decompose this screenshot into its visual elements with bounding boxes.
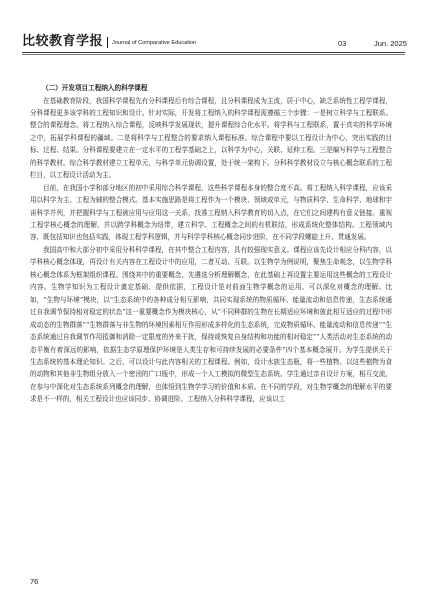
journal-title-en: Journal of Comparative Education xyxy=(112,40,197,46)
header-rule-thin xyxy=(22,54,405,55)
header-rule xyxy=(22,52,405,53)
header-divider xyxy=(107,37,108,48)
journal-title-cn: 比较教育学报 xyxy=(22,34,104,49)
paragraph: 我国高中和大部分初中采用分科科学课程，在其中整合工程内容，具有较强现实意义。课程应该先设计相应分科内容，以学科核心概念体现，再设计有关内容在工程设计中的应用，二者互动、互联。以生物学为例说明，聚焦生命观念，以生物学科核心概念体系为框架组织课程。围绕其中的重要概念，先遴选分析理解概念，在此基础上再设置主要运用这些概念的工程设计内容。生物学知识为工程设计奠定基础、提供依据，工程设计是对前面生物学概念的运用、可以深化对概念的理解。比如，“生物与环境”模块，以“生态系统中的各种成分相互影响，共同实现系统的物质循环、能量流动和信息传递，生态系统通过自我调节保持相对稳定的状态”这一重要概念作为模块核心，从“不同种群的生物在长期适应环境和彼此相互适应的过程中形成动态的生物群落”“生物群落与非生物的环境因素相互作用形成多样化的生态系统，完成物质循环、能量流动和信息传递”“生态系统通过自我调节作用抵御和消除一定限度的外来干扰，保持或恢复自身结构和功能的相对稳定”“人类活动对生态系统的动态平衡有着深远的影响，依据生态学原理保护环境是人类生存和可持续发展的必要条件”四个基本概念展开。为学生提供关于生态系统的基本理论知识。之后，可以设计与此内容相关的工程课程。例如，设计水族生态瓶，将一些植物、以这些植物为食的动物和其他非生物组分放入一个密闭的广口瓶中，形成一个人工模拟的微型生态系统。学生通过亲自设计方案，相互交流，在参与中深化对生态系统系列概念的理解，也体悟到生物学学习的价值和本质。在不同的学段，对生物学概念的理解水平的要求是不一样的，相关工程设计也应该同步、协调进阶。工程纳入分科科学课程，应该以工 xyxy=(30,245,392,404)
paragraph: 在基础教育阶段，我国科学课程先有分科课程后有综合课程，且分科课程成为主流，居于中心，缺乏系统性工程学课程，分科课程更多该学科的工程知识和设计。针对实际，开发将工程纳入的科学课程需遵循三个步骤：一是树立科学与工程联系。整合的课程理念。将工程纳入综合课程，反映科学发展现状，提升课程综合化水平。将学科与工程联系，置于真实的科学环境之中，拓展学科课程的疆域。二是将科学与工程整合的要求纳入课程标准。综合课程中要以工程设计为中心，突出实践的目标、过程、结果。分科课程要建立在一定水平的工程学基础之上，以科学为中心，关联、延伸工程。三是编写科学与工程整合的科学教材。综合科学教材建立工程单元，与科学单元协调设置，处于统一架构下。分科科学教材设立与核心概念联系的工程栏目，以工程设计活动为主。 xyxy=(30,96,392,180)
issue-number: 03 xyxy=(338,39,347,48)
article-body xyxy=(30,82,392,406)
page-number: 76 xyxy=(30,577,39,586)
page-header xyxy=(22,30,405,50)
paragraph: 目前，在我国小学和部分地区的初中采用综合科学课程，这些科学课程本身的整合度不高。将工程纳入科学课程，应该采用以科学为主、工程为辅的整合模式。基本实施思路是将工程作为一个模块、领域或单元，与物质科学、生命科学、地球和宇宙科学并列，并把握科学与工程被应用与应用这一关系，找准工程纳入科学教育的切入点，在它们之间建构有意义链接。重视工程学核心概念的理解，并以跨学科概念为纽带，建立科学、工程概念之间的有机联结，形成系统化整体结构。工程领域内容，既包括知识也包括实践，体现工程学科逻辑，并与科学学科核心概念同步进阶，在不同学段螺旋上升、贯通发展。 xyxy=(30,183,392,242)
issue-date: Jun. 2025 xyxy=(374,39,407,48)
section-heading: （二）开发项目工程纳入的科学课程 xyxy=(42,84,148,92)
